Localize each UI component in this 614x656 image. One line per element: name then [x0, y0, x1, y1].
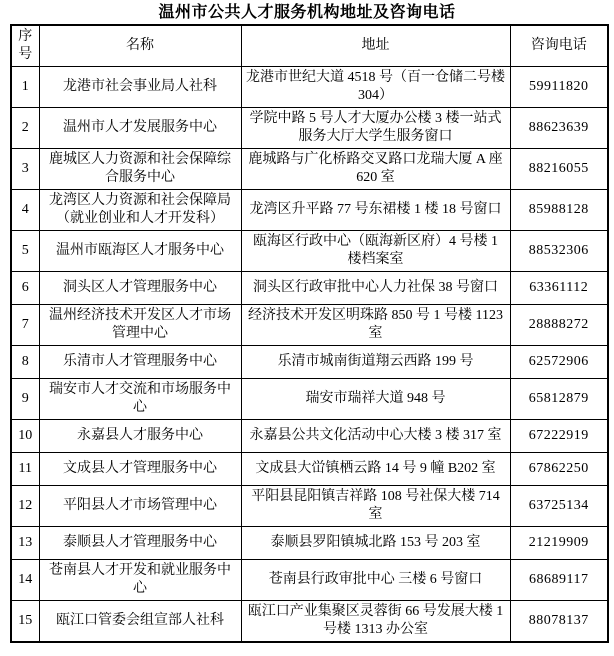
- row-number-cell: 5: [11, 231, 39, 272]
- row-number-cell: 14: [11, 560, 39, 601]
- agency-phone-cell: 65812879: [510, 379, 608, 420]
- agency-phone-cell: 63725134: [510, 486, 608, 527]
- column-header-no: 序号: [11, 25, 39, 67]
- agency-address-cell: 经济技术开发区明珠路 850 号 1 号楼 1123 室: [241, 305, 510, 346]
- agency-name-cell: 温州经济技术开发区人才市场管理中心: [39, 305, 241, 346]
- table-row: [11, 108, 608, 149]
- agency-address-cell: 瑞安市瑞祥大道 948 号: [241, 379, 510, 420]
- table-row: [11, 560, 608, 601]
- row-number-cell: 13: [11, 527, 39, 560]
- agency-address-cell: 瓯江口产业集聚区灵蓉街 66 号发展大楼 1 号楼 1313 办公室: [241, 601, 510, 643]
- row-number-cell: 7: [11, 305, 39, 346]
- table-body: [11, 67, 608, 643]
- agency-phone-cell: 59911820: [510, 67, 608, 108]
- row-number-cell: 12: [11, 486, 39, 527]
- agency-phone-cell: 88078137: [510, 601, 608, 643]
- agency-address-cell: 永嘉县公共文化活动中心大楼 3 楼 317 室: [241, 420, 510, 453]
- agency-phone-cell: 67862250: [510, 453, 608, 486]
- agency-name-cell: 瓯江口管委会组宣部人社科: [39, 601, 241, 643]
- agency-phone-cell: 85988128: [510, 190, 608, 231]
- table-row: [11, 272, 608, 305]
- table-row: [11, 453, 608, 486]
- table-row: [11, 67, 608, 108]
- agency-phone-cell: 21219909: [510, 527, 608, 560]
- table-row: [11, 231, 608, 272]
- page-title: 温州市公共人才服务机构地址及咨询电话: [158, 4, 456, 21]
- row-number-cell: 9: [11, 379, 39, 420]
- agency-name-cell: 洞头区人才管理服务中心: [39, 272, 241, 305]
- column-header-phone: 咨询电话: [510, 25, 608, 67]
- agency-address-cell: 苍南县行政审批中心 三楼 6 号窗口: [241, 560, 510, 601]
- agency-address-cell: 乐清市城南街道翔云西路 199 号: [241, 346, 510, 379]
- agency-name-cell: 苍南县人才开发和就业服务中心: [39, 560, 241, 601]
- row-number-cell: 15: [11, 601, 39, 643]
- agency-phone-cell: 28888272: [510, 305, 608, 346]
- row-number-cell: 1: [11, 67, 39, 108]
- table-row: [11, 305, 608, 346]
- agency-address-cell: 洞头区行政审批中心人力社保 38 号窗口: [241, 272, 510, 305]
- agency-address-cell: 泰顺县罗阳镇城北路 153 号 203 室: [241, 527, 510, 560]
- row-number-cell: 8: [11, 346, 39, 379]
- table-row: [11, 527, 608, 560]
- agency-address-cell: 龙港市世纪大道 4518 号（百一仓储二号楼 304）: [241, 67, 510, 108]
- agency-name-cell: 温州市人才发展服务中心: [39, 108, 241, 149]
- agency-address-cell: 学院中路 5 号人才大厦办公楼 3 楼一站式服务大厅大学生服务窗口: [241, 108, 510, 149]
- agency-phone-cell: 88532306: [510, 231, 608, 272]
- table-row: [11, 601, 608, 643]
- row-number-cell: 10: [11, 420, 39, 453]
- agency-address-cell: 瓯海区行政中心（瓯海新区府）4 号楼 1 楼档案室: [241, 231, 510, 272]
- table-row: [11, 420, 608, 453]
- agency-phone-cell: 68689117: [510, 560, 608, 601]
- agency-name-cell: 龙湾区人力资源和社会保障局（就业创业和人才开发科）: [39, 190, 241, 231]
- agency-name-cell: 温州市瓯海区人才服务中心: [39, 231, 241, 272]
- column-header-name: 名称: [39, 25, 241, 67]
- row-number-cell: 3: [11, 149, 39, 190]
- agency-name-cell: 龙港市社会事业局人社科: [39, 67, 241, 108]
- agency-table: [10, 24, 609, 643]
- table-row: [11, 379, 608, 420]
- row-number-cell: 6: [11, 272, 39, 305]
- header-row: [11, 25, 608, 67]
- table-row: [11, 149, 608, 190]
- agency-address-cell: 文成县大峃镇栖云路 14 号 9 幢 B202 室: [241, 453, 510, 486]
- agency-phone-cell: 88623639: [510, 108, 608, 149]
- agency-name-cell: 泰顺县人才管理服务中心: [39, 527, 241, 560]
- agency-name-cell: 乐清市人才管理服务中心: [39, 346, 241, 379]
- agency-phone-cell: 67222919: [510, 420, 608, 453]
- agency-address-cell: 鹿城路与广化桥路交叉路口龙瑞大厦 A 座 620 室: [241, 149, 510, 190]
- agency-phone-cell: 62572906: [510, 346, 608, 379]
- agency-name-cell: 平阳县人才市场管理中心: [39, 486, 241, 527]
- table-row: [11, 486, 608, 527]
- agency-address-cell: 龙湾区升平路 77 号东裙楼 1 楼 18 号窗口: [241, 190, 510, 231]
- agency-name-cell: 鹿城区人力资源和社会保障综合服务中心: [39, 149, 241, 190]
- agency-phone-cell: 63361112: [510, 272, 608, 305]
- agency-name-cell: 瑞安市人才交流和市场服务中心: [39, 379, 241, 420]
- agency-name-cell: 文成县人才管理服务中心: [39, 453, 241, 486]
- agency-address-cell: 平阳县昆阳镇吉祥路 108 号社保大楼 714 室: [241, 486, 510, 527]
- row-number-cell: 2: [11, 108, 39, 149]
- table-row: [11, 190, 608, 231]
- row-number-cell: 11: [11, 453, 39, 486]
- agency-phone-cell: 88216055: [510, 149, 608, 190]
- column-header-address: 地址: [241, 25, 510, 67]
- row-number-cell: 4: [11, 190, 39, 231]
- agency-name-cell: 永嘉县人才服务中心: [39, 420, 241, 453]
- table-row: [11, 346, 608, 379]
